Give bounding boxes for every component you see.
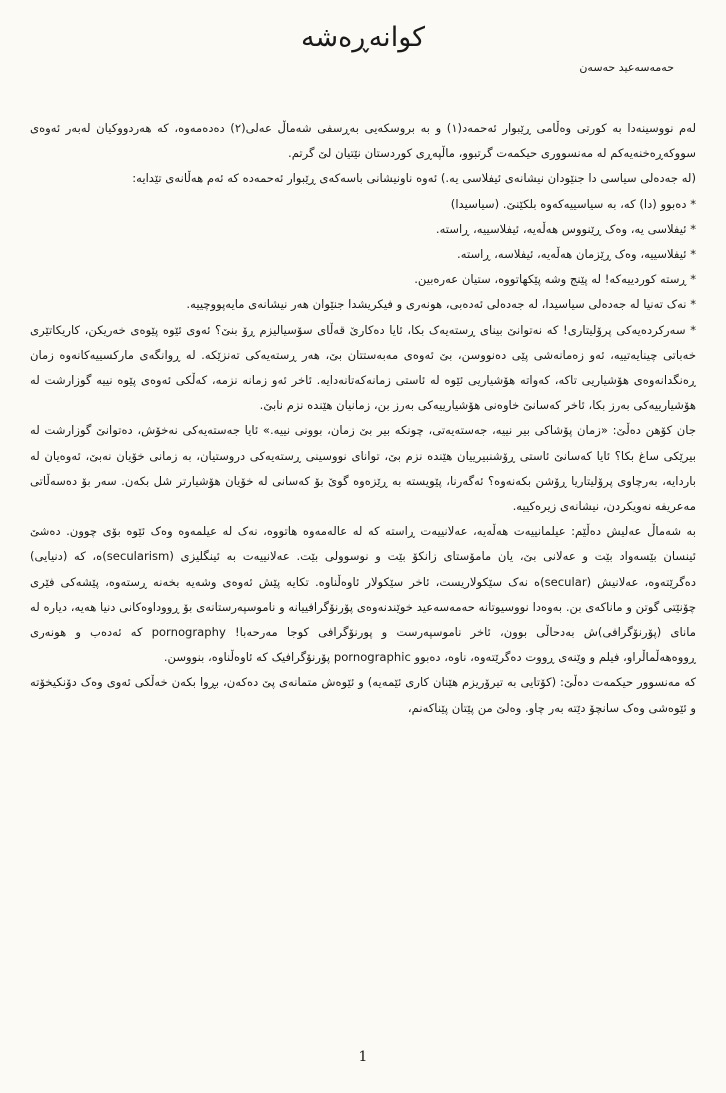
document-title: کوانەڕەشە (300, 22, 426, 53)
page-number: 1 (358, 1049, 368, 1065)
list-item: * نەک تەنیا لە جەدەلی سیاسیدا، لە جەدەلی ئەدەبی، هونەری و فیکریشدا جنێوان هەر نیشانەی مایەپووچییە. (186, 297, 696, 312)
list-item: * دەبوو (دا) کە، بە سیاسییەکەوە بلکێنێ. (سیاسیدا) (450, 196, 696, 211)
list-item: * ئیفلاسییە، وەک ڕێزمان هەڵەیە، ئیفلاسە، ڕاستە. (457, 247, 696, 262)
paragraph: کە مەنسوور حیکمەت دەڵێ: (کۆتایی بە تیرۆریزم هێنان کاری ئێمەیە) و ئێوەش متمانەی پێ دەکەن، بڕوا بکەن خەڵکی ئەوی وەک دۆنکیخۆتە و ئێوەشی وەک سانچۆ دێتە بەر چاو. وەلێ من پێتان پێناکەنم، (30, 675, 696, 715)
paragraph: (لە جەدەلی سیاسی دا جنێودان نیشانەی ئیفلاسی یە.) ئەوە ناونیشانی باسەکەی ڕێبوار ئەحمەدە کە ئەم هەڵانەی تێدایە: (132, 171, 696, 186)
paragraph: بە شەماڵ عەلیش دەڵێم: عیلمانییەت هەڵەیە، عەلانییەت ڕاستە کە لە عالەمەوە هاتووە، نەک لە عیلمەوە وەک ئێوە بۆی چوون. دەشێ ئینسان بێسەواد بێت و عەلانی بێ، یان مامۆستای زانکۆ بێت و نوسوولی بێت. عەلانییەت بە ئینگلیزی (secularism)ە، کە (دنیایی) دەگرێتەوە، عەلانیش (secular)ە نەک سێکولاریست، ئاخر سێکولار ئاوەڵناوە. تکایە پێش ئەوەی وشەیە بخەنە ڕستەوە، پێشەکی فێری چۆنێتی گوتن و ماناکەی بن. بەوەدا نووسیوتانە حەمەسەعید خوێندنەوەی پۆرنۆگرافییانە و ناموسپەرستانەی بۆ ڕووداوەکانی دنیا هەیە، دیارە لە مانای (پۆرنۆگرافی)ش بەدحاڵی بوون، ئاخر ناموسپەرست و پورنۆگرافی کوجا مەرحەبا! pornography کە ئەدەب و هونەری ڕووەهەڵماڵراو، فیلم و وێنەی ڕووت دەگرێتەوە، ناوە، دەبوو pornographic پۆرنۆگرافیک کە ئاوەڵناوە، بنووسن. (30, 524, 697, 665)
list-item: * ڕستە کوردییەکە! لە پێنج وشە پێکهاتووە، ستیان عەرەبین. (414, 272, 696, 287)
paragraph: جان کۆهن دەڵێ: «زمان پۆشاکی بیر نییە، جەستەیەتی، چونکە بیر بێ زمان، بوونی نییە.» ئایا جەستەیەکی نەخۆش، دەتوانێ گوزارشت لە بیرێکی ساغ بکا؟ ئایا کەسانێ ئاستی ڕۆشنبیرییان هێندە نزم بێ، توانای نووسینی ڕستەیەکی دروستیان، بە زمانی خۆیان نەبێ، ئەوەیان لە باردایە، بەرچاوی پرۆلیتاریا ڕۆشن بکەنەوە؟ ئەگەرنا، پێویستە بە ڕێزەوە گوێ بۆ کەسانی لە خۆیان هۆشیارتر شل بکەن. سەر بۆ دەسەڵاتی مەعریفە نەویکردن، نیشانەی زیرەکییە. (30, 423, 696, 514)
list-item: * ئیفلاسی یە، وەک ڕێنووس هەڵەیە، ئیفلاسییە، ڕاستە. (435, 221, 696, 236)
document-body (30, 116, 696, 721)
list-item: * سەرکردەیەکی پرۆلیتاری! کە نەتوانێ بینای ڕستەیەک بکا، ئایا دەکارێ قەڵای سۆسیالیزم ڕۆ بنێ؟ ئەوی ئێوە پێوەی خەریکن، کاریکاتێری خەباتی چینایەتییە، ئەو زەمانەشی پێی دەنووسن، بێ ئەوەی مەبەستتان بێ، هەر ڕستەیەکی تەنزێکە. لە ڕوانگەی مارکسییەکانەوە زمان ڕەنگدانەوەی هۆشیاریی تاکە، کەواتە هۆشیاریی ئێوە لە ئاستی زمانەکەتانەدایە. ئاخر ئەو زمانە نزمە، کەڵکی ئەوەی پێوە نییە گوزارشت لە هۆشیارییەکی بەرز بکا، ئاخر کەسانێ خاوەنی هۆشیارییەکی بەرز بن، زمانیان هێندە نزم نابێ. (30, 322, 696, 413)
author-name: حەمەسەعید حەسەن (579, 61, 674, 74)
paragraph: لەم نووسینەدا بە کورتی وەڵامی ڕێبوار ئەحمەد(١) و بە بروسکەیی بەڕسفی شەماڵ عەلی(٢) دەدەمەوە، کە هەردووکیان لەبەر ئەوەی سووکەڕەخنەیەکم لە مەنسووری حیکمەت گرتبوو، ماڵپەڕی کوردستان نێتیان لێ گرتم. (30, 121, 696, 161)
